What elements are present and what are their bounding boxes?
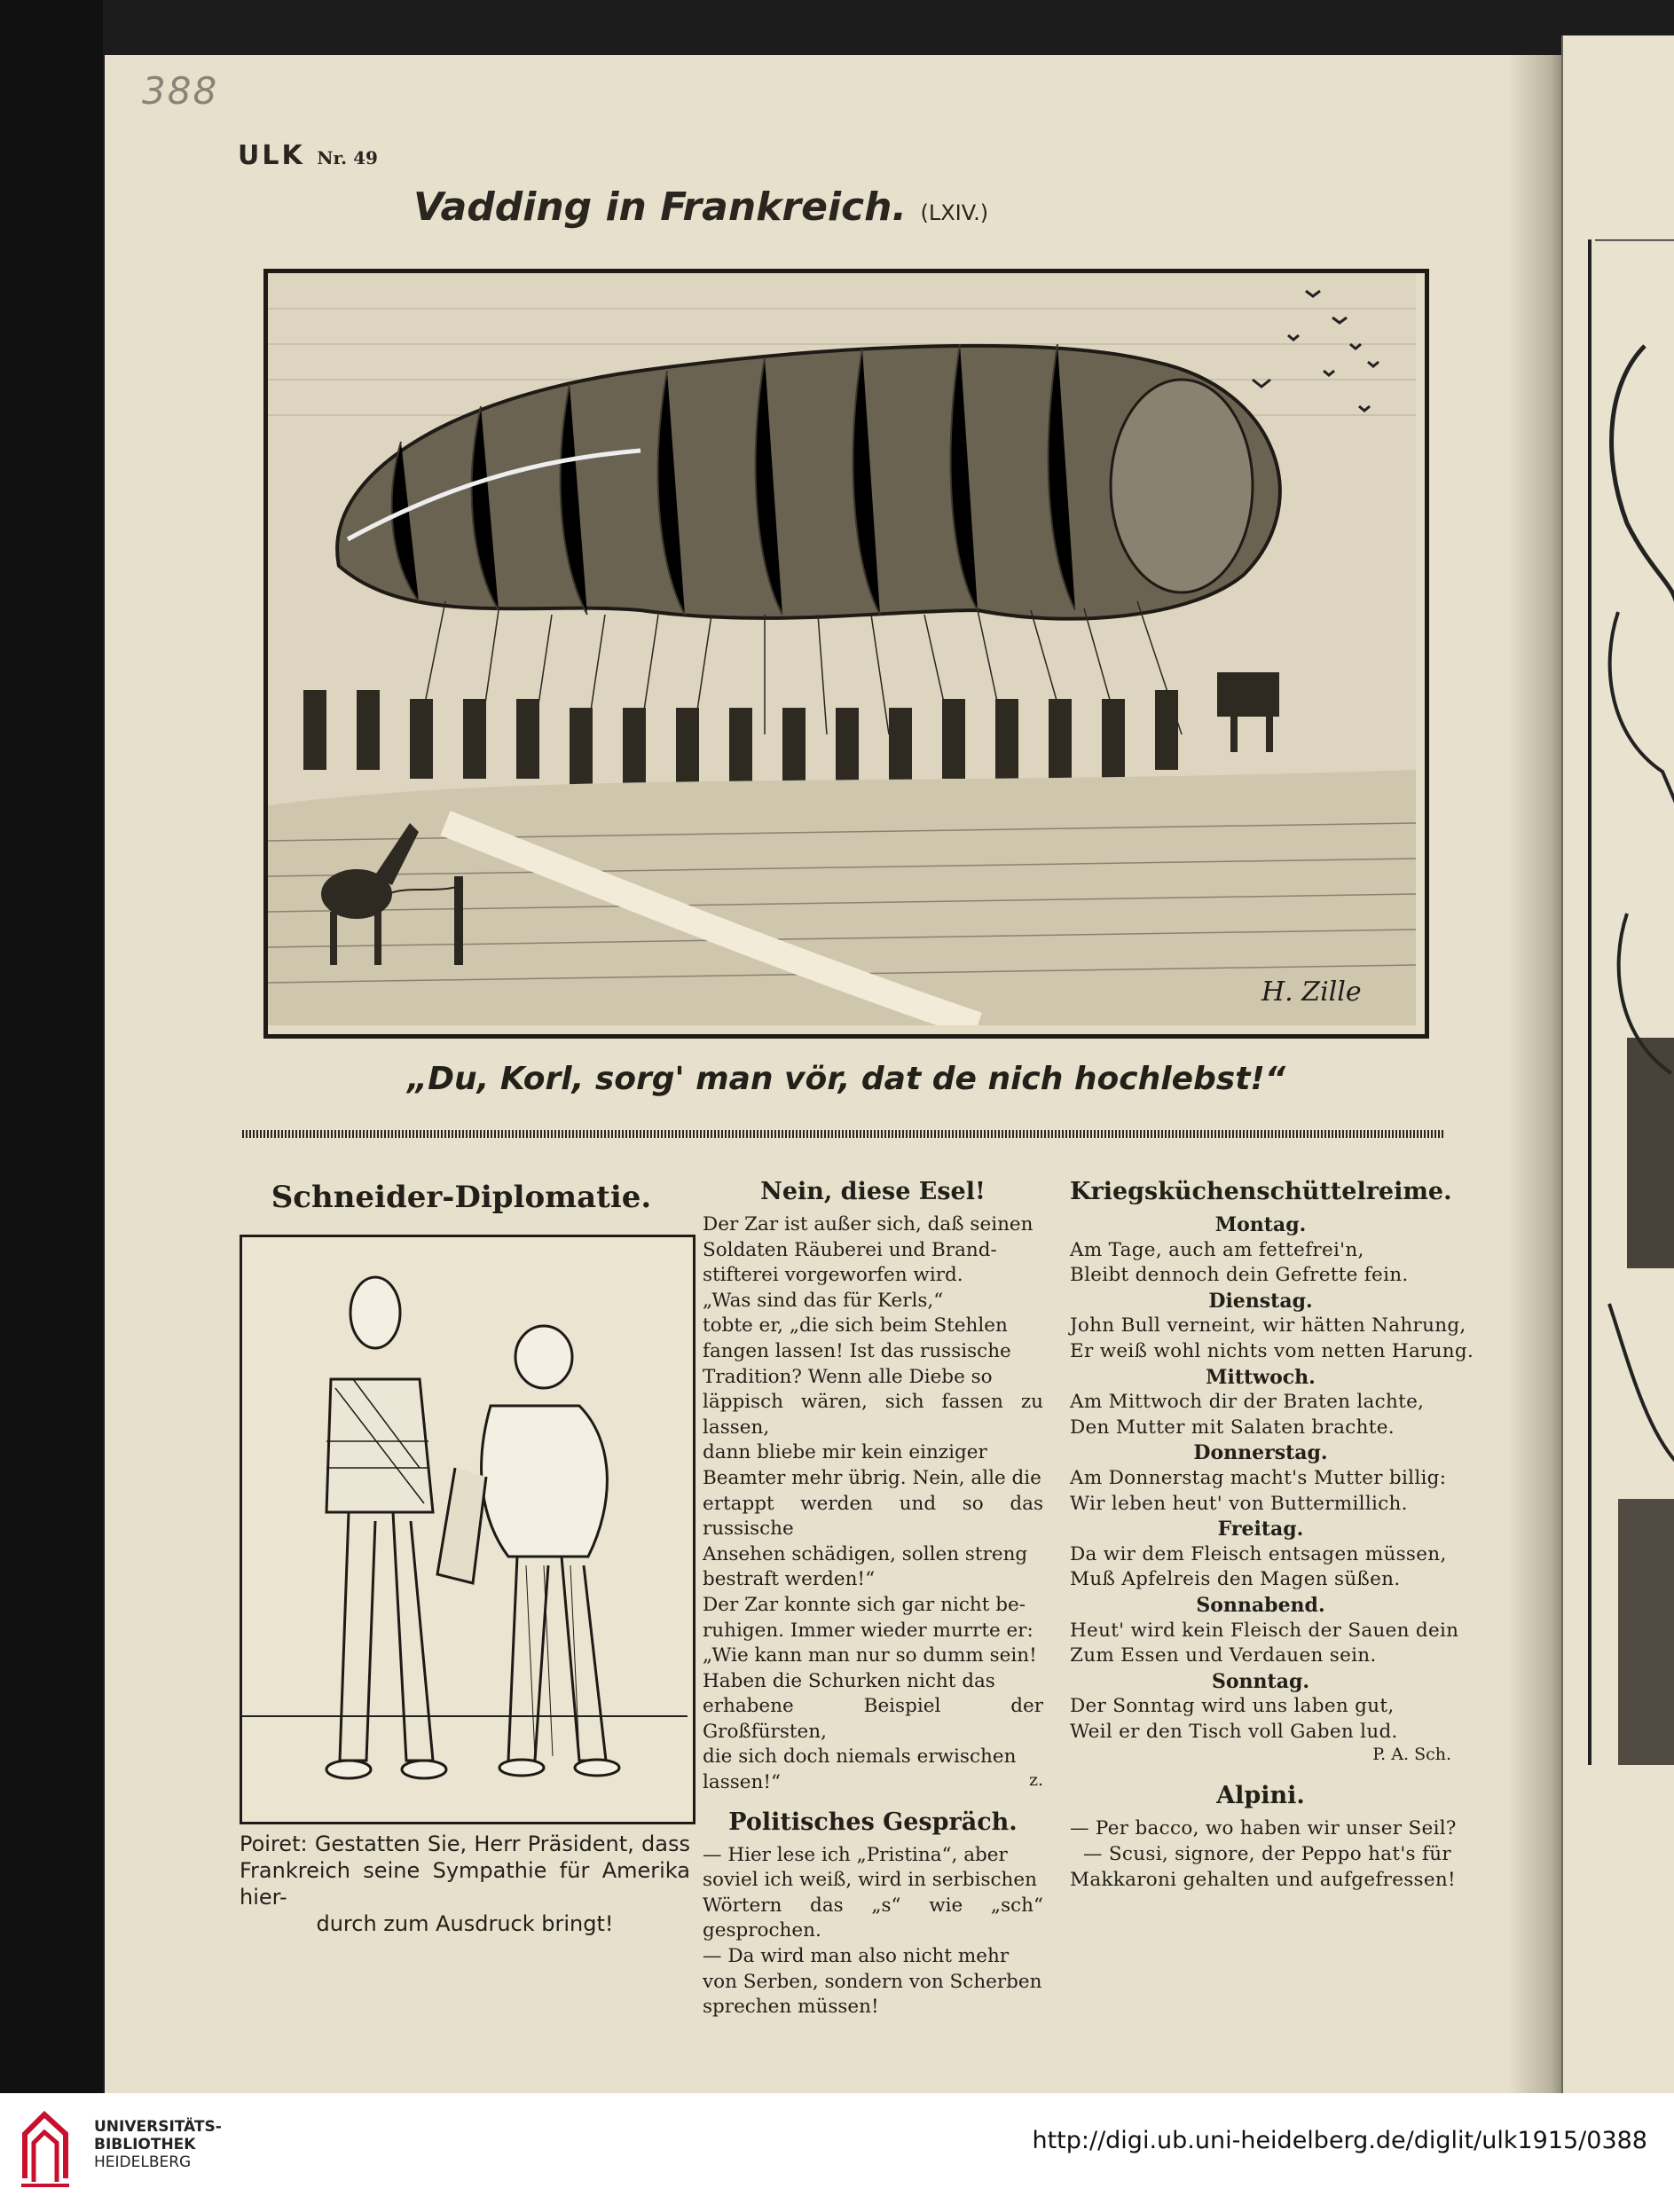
issue-number: Nr. 49 <box>317 147 378 169</box>
esel-line: stifterei vorgeworfen wird. <box>703 1264 963 1287</box>
stanza-day: Donnerstag. <box>1193 1441 1328 1465</box>
facing-page-drawing <box>1591 239 1674 1765</box>
esel-line: „Was sind das für Kerls,“ <box>703 1289 944 1312</box>
politisches-line: soviel ich weiß, wird in serbischen <box>703 1869 1037 1892</box>
handwritten-page-number: 388 <box>142 69 219 113</box>
facing-page-illustration <box>1588 239 1674 1765</box>
stanza-day: Mittwoch. <box>1206 1365 1316 1389</box>
esel-line: Ansehen schädigen, sollen streng <box>703 1542 1028 1565</box>
esel-line: fangen lassen! Ist das russische <box>703 1339 1011 1362</box>
schneider-heading: Schneider-Diplomatie. <box>271 1180 652 1215</box>
main-cartoon-caption: „Du, Korl, sorg' man vör, dat de nich hochlebst!“ <box>406 1061 1286 1097</box>
politisches-line: — Da wird man also nicht mehr <box>703 1945 1010 1968</box>
stanza-line: Muß Apfelreis den Magen süßen. <box>1070 1568 1401 1591</box>
library-name <box>94 2118 222 2171</box>
library-line: BIBLIOTHEK <box>94 2136 196 2153</box>
esel-line: ruhigen. Immer wieder murrte er: <box>703 1619 1033 1642</box>
masthead-title: ULK <box>238 140 305 171</box>
stanza-day: Dienstag. <box>1208 1289 1313 1313</box>
esel-line: Der Zar konnte sich gar nicht be- <box>703 1593 1026 1616</box>
stanza-day: Sonntag. <box>1211 1669 1309 1693</box>
esel-line: tobte er, „die sich beim Stehlen <box>703 1314 1008 1337</box>
kriegskuechen-signature: P. A. Sch. <box>1372 1745 1451 1765</box>
politisches-line: Wörtern das „s“ wie „sch“ gesprochen. <box>703 1894 1043 1942</box>
stanza-line: Da wir dem Fleisch entsagen müssen, <box>1070 1542 1447 1565</box>
stanza-line: Weil er den Tisch voll Gaben lud. <box>1070 1720 1398 1743</box>
column-middle <box>703 1174 1043 2020</box>
esel-line: Beamter mehr übrig. Nein, alle die <box>703 1466 1041 1489</box>
stanza-day: Sonnabend. <box>1196 1593 1325 1617</box>
esel-heading: Nein, diese Esel! <box>760 1178 986 1205</box>
politisches-line: — Hier lese ich „Pristina“, aber <box>703 1843 1008 1866</box>
stanza-line: Am Mittwoch dir der Braten lachte, <box>1070 1391 1425 1414</box>
main-title-block <box>204 0 1198 266</box>
stanza-line: Wir leben heut' von Buttermillich. <box>1070 1492 1408 1515</box>
main-title-text: Vadding in Frankreich. <box>413 184 908 230</box>
esel-line: dann bliebe mir kein einziger <box>703 1441 987 1464</box>
scanner-background <box>0 0 103 2093</box>
esel-line: die sich doch niemals erwischen <box>703 1745 1017 1769</box>
airship-drawing <box>268 273 1416 1025</box>
esel-line: erhabene Beispiel der Großfürsten, <box>703 1695 1043 1743</box>
schneider-caption-line: Frankreich seine Sympathie für Amerika hier- <box>240 1858 690 1910</box>
alpini-line: — Per bacco, wo haben wir unser Seil? <box>1070 1817 1457 1840</box>
alpini-heading: Alpini. <box>1216 1782 1305 1810</box>
politisches-line: von Serben, sondern von Scherben <box>703 1970 1042 1993</box>
main-title-suffix: (LXIV.) <box>920 200 989 225</box>
permalink-url[interactable]: http://digi.ub.uni-heidelberg.de/diglit/ulk1915/0388 <box>1032 2127 1647 2154</box>
schneider-cartoon <box>240 1235 696 1824</box>
column-right <box>1070 1174 1474 1893</box>
schneider-caption <box>240 1831 690 1937</box>
schneider-caption-line: Poiret: Gestatten Sie, Herr Präsident, dass <box>240 1832 690 1856</box>
alpini-line: — Scusi, signore, der Peppo hat's für <box>1082 1843 1451 1866</box>
alpini-line: Makkaroni gehalten und aufgefressen! <box>1070 1868 1456 1891</box>
stanza-day: Montag. <box>1214 1213 1307 1236</box>
library-logo-icon <box>18 2107 73 2189</box>
esel-line: bestraft werden!“ <box>703 1568 876 1591</box>
main-title <box>204 184 1198 230</box>
esel-signature: z. <box>1028 1770 1043 1791</box>
artist-signature: H. Zille <box>1261 977 1362 1008</box>
library-line: UNIVERSITÄTS- <box>94 2118 222 2136</box>
esel-line: „Wie kann man nur so dumm sein! <box>703 1644 1037 1667</box>
schneider-caption-line: durch zum Ausdruck bringt! <box>316 1911 614 1936</box>
esel-line: lassen!“ <box>703 1771 781 1794</box>
esel-line: Haben die Schurken nicht das <box>703 1669 995 1692</box>
politisches-heading: Politisches Gespräch. <box>728 1808 1018 1836</box>
stanza-line: Bleibt dennoch dein Gefrette fein. <box>1070 1264 1409 1287</box>
stanza-line: Am Tage, auch am fettefrei'n, <box>1070 1238 1364 1261</box>
esel-line: Soldaten Räuberei und Brand- <box>703 1238 997 1261</box>
esel-line: ertappt werden und so das russische <box>703 1492 1043 1541</box>
politisches-line: sprechen müssen! <box>703 1996 879 2019</box>
stanza-line: Der Sonntag wird uns laben gut, <box>1070 1695 1395 1718</box>
section-divider <box>242 1130 1445 1138</box>
stanza-line: Zum Essen und Verdauen sein. <box>1070 1644 1377 1667</box>
library-line: HEIDELBERG <box>94 2153 192 2171</box>
stanza-line: Den Mutter mit Salaten brachte. <box>1070 1416 1395 1439</box>
library-logo-mark <box>18 2107 73 2189</box>
stanza-line: Er weiß wohl nichts vom netten Harung. <box>1070 1339 1474 1362</box>
stanza-line: Heut' wird kein Fleisch der Sauen dein <box>1070 1619 1459 1642</box>
kriegskuechen-heading: Kriegsküchenschüttelreime. <box>1070 1178 1452 1205</box>
stanza-day: Freitag. <box>1217 1518 1304 1541</box>
esel-line: Tradition? Wenn alle Diebe so <box>703 1365 993 1388</box>
main-cartoon-illustration <box>263 269 1429 1039</box>
esel-last-line <box>703 1770 1043 1796</box>
esel-line: Der Zar ist außer sich, daß seinen <box>703 1213 1033 1235</box>
diplomats-drawing <box>242 1237 688 1816</box>
stanza-line: John Bull verneint, wir hätten Nahrung, <box>1070 1314 1466 1337</box>
stanza-line: Am Donnerstag macht's Mutter billig: <box>1070 1466 1447 1489</box>
esel-line: läppisch wären, sich fassen zu lassen, <box>703 1391 1043 1439</box>
